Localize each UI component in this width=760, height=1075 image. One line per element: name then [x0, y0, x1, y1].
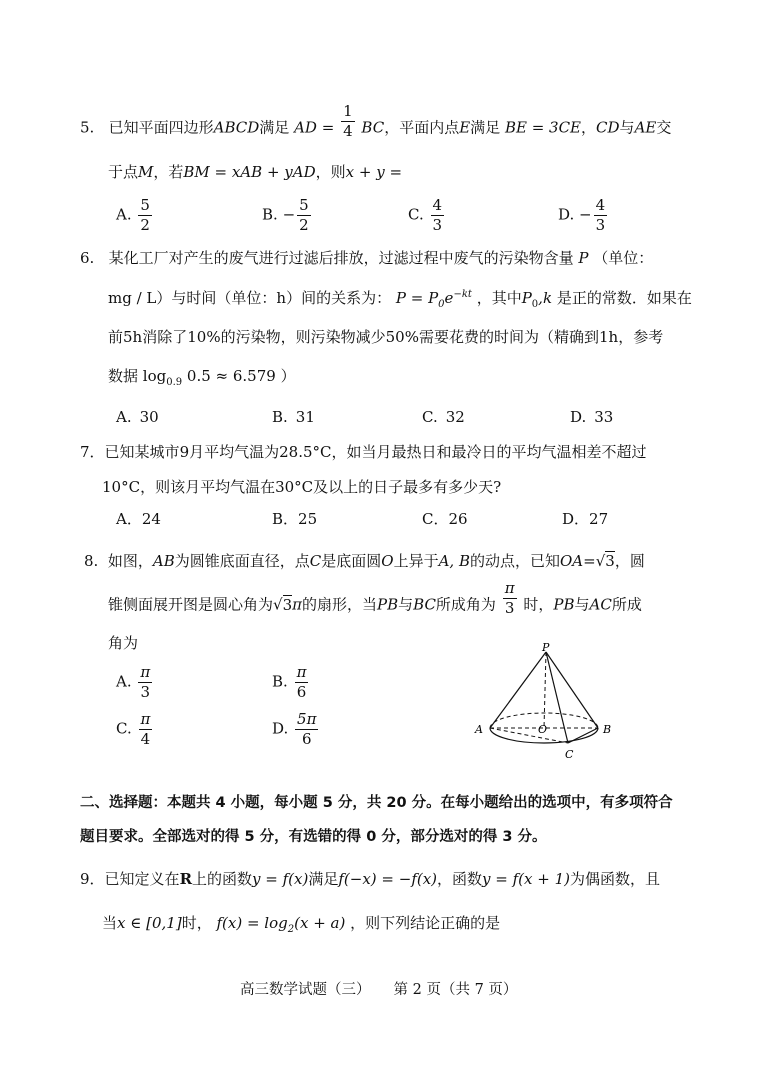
cone-height-po — [544, 652, 546, 728]
q5-option-a[interactable]: A. $\frac{5}{2}$ — [116, 196, 150, 234]
q5-number: 5. — [80, 118, 95, 137]
q7-number: 7． — [80, 443, 105, 461]
q6-line3: 前5h消除了10%的污染物，则污染物减少50%需要花费的时间为（精确到1h，参考 — [108, 328, 664, 346]
label-a: A — [475, 723, 483, 736]
q6-formula: $P = P_0e^{-kt}$ — [395, 289, 472, 310]
q7-option-c[interactable]: C．26 — [422, 510, 468, 528]
q5-option-d[interactable]: D. − $\frac{4}{3}$ — [558, 196, 606, 234]
q7-option-a[interactable]: A．24 — [116, 510, 161, 528]
q5-option-c[interactable]: C. $\frac{4}{3}$ — [408, 196, 443, 234]
q8-option-d[interactable]: D. $\frac{5\pi}{6}$ — [272, 710, 317, 748]
vec-be-eq: BE = 3CE — [504, 118, 582, 137]
q5-fraction: $\frac{1}{4}$ — [343, 102, 353, 140]
label-o: O — [538, 723, 548, 736]
q7-option-b[interactable]: B．25 — [272, 510, 318, 528]
label-b: B — [603, 723, 612, 736]
q8-number: 8. — [84, 552, 99, 570]
q6-line2: mg / L）与时间（单位：h）间的关系为： $P = P_0e^{-kt}$ ，其中$P_0,k$ 是正的常数．如果在 — [108, 289, 692, 310]
q6-option-a[interactable]: A. 30 — [116, 408, 159, 426]
q5-line2: 于点M，若BM = xAB + yAD，则x + y = — [108, 163, 403, 181]
q5-option-b[interactable]: B. − $\frac{5}{2}$ — [262, 196, 309, 234]
cone-figure — [468, 642, 628, 764]
q6-option-b[interactable]: B. 31 — [272, 408, 315, 426]
q8-line2: 锥侧面展开图是圆心角为√3π的扇形，当PB与BC所成角为 $\frac{\pi}{3}$ 时，PB与AC所成 — [108, 579, 642, 617]
q9-number: 9． — [80, 870, 105, 888]
cone-chord-bc — [568, 728, 598, 743]
vec-bc: BC — [361, 118, 385, 137]
vec-ad: AD — [294, 118, 317, 137]
q6-option-d[interactable]: D. 33 — [570, 408, 614, 426]
label-c: C — [565, 748, 574, 761]
footer — [240, 983, 517, 998]
q6-line1: 6. 某化工厂对产生的废气进行过滤后排放，过滤过程中废气的污染物含量 P （单位： — [80, 249, 654, 267]
q8-option-b[interactable]: B. $\frac{\pi}{6}$ — [272, 663, 307, 701]
cone-chord-ac — [490, 728, 568, 743]
cone-edge-pb — [546, 652, 598, 728]
q7-line1: 7．已知某城市9月平均气温为28.5°C，如当月最热日和最冷日的平均气温相差不超过 — [80, 443, 647, 461]
q9-line1: 9．已知定义在R上的函数y = f(x)满足f(−x) = −f(x)，函数y = f(x + 1)为偶函数，且 — [80, 870, 661, 888]
q6-number: 6. — [80, 249, 95, 267]
cone-edge-pc — [546, 652, 568, 743]
q6-line4: 数据 $\log_{0.9} 0.5 \approx 6.579$ ） — [108, 367, 296, 388]
q8-option-c[interactable]: C. $\frac{\pi}{4}$ — [116, 710, 151, 748]
section2-line2: 题目要求。全部选对的得 5 分，有选错的得 0 分，部分选对的得 3 分。 — [80, 829, 547, 845]
q7-option-d[interactable]: D．27 — [562, 510, 609, 528]
q6-option-c[interactable]: C. 32 — [422, 408, 465, 426]
q7-line2: 10°C，则该月平均气温在30°C及以上的日子最多有多少天? — [102, 478, 502, 496]
q5-line1: 5. 已知平面四边形ABCD满足 AD = $\frac{1}{4}$ BC，平面内点E满足 BE = 3CE，CD与AE交 — [80, 102, 672, 140]
cone-edge-pa — [490, 652, 546, 728]
footer-page: 第 2 页（共 7 页） — [393, 982, 518, 998]
q8-angle-fraction: $\frac{\pi}{3}$ — [504, 579, 515, 617]
q8-line3: 角为 — [108, 634, 139, 652]
footer-title: 高三数学试题（三） — [240, 982, 371, 998]
q9-log-function: $f(x) = \log_2(x + a)$ — [216, 914, 346, 935]
label-p: P — [542, 642, 550, 654]
q6-log-ref: $\log_{0.9} 0.5 \approx 6.579$ — [142, 367, 276, 388]
q9-line2: 当x ∈ [0,1]时， $f(x) = \log_2(x + a)$ ，则下列结论正确的是 — [102, 914, 501, 935]
section2-line1: 二、选择题：本题共 4 小题，每小题 5 分，共 20 分。在每小题给出的选项中，有多项符合 — [80, 795, 673, 811]
q8-line1: 8. 如图，AB为圆锥底面直径，点C是底面圆O上异于A, B的动点，已知OA=√3，圆 — [84, 552, 645, 570]
q8-option-a[interactable]: A. $\frac{\pi}{3}$ — [116, 663, 151, 701]
vec-bm-eq: BM = xAB + yAD — [183, 163, 316, 181]
